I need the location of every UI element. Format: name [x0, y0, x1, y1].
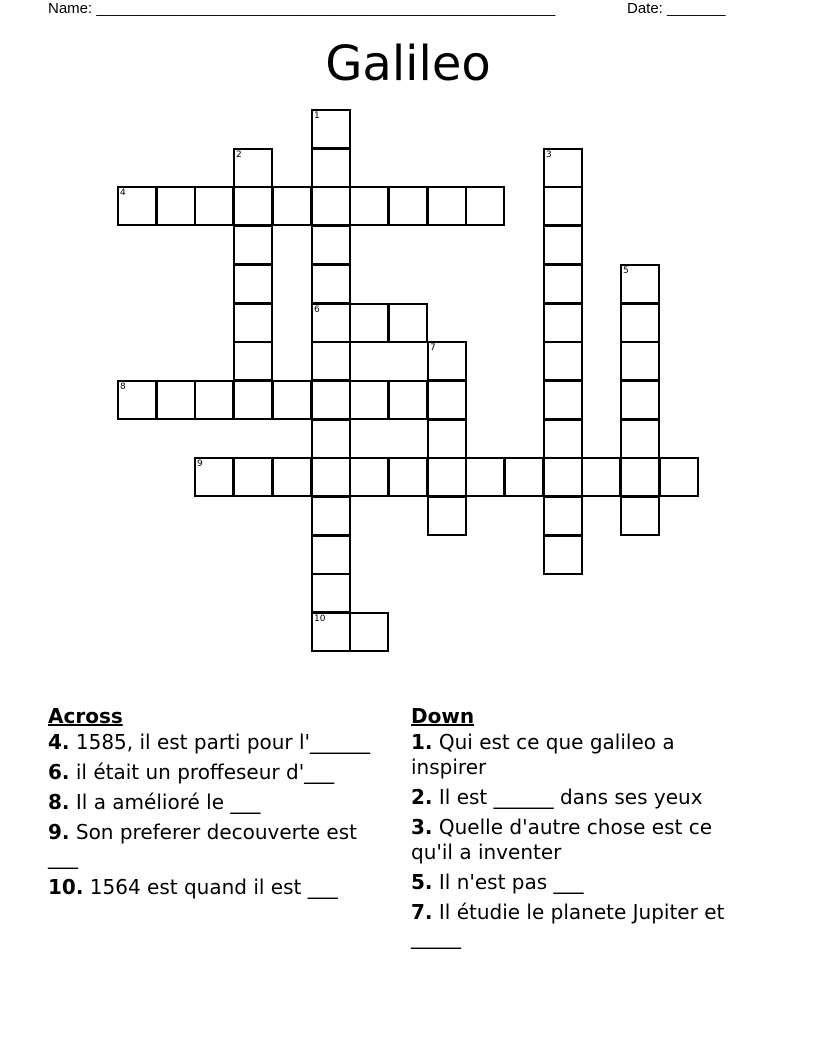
clue-number: 9.: [48, 820, 70, 844]
clue-item: [411, 900, 756, 950]
grid-cell[interactable]: [233, 148, 273, 188]
grid-cell[interactable]: [620, 303, 660, 343]
grid-cell[interactable]: [427, 341, 467, 381]
clue-item: [48, 760, 388, 785]
grid-cell[interactable]: [272, 186, 312, 226]
clue-number-label: 8: [120, 382, 126, 392]
clue-item: [48, 730, 388, 755]
grid-cell[interactable]: [543, 186, 583, 226]
grid-cell[interactable]: [311, 109, 351, 149]
clue-item: [48, 790, 388, 815]
grid-cell[interactable]: [543, 457, 583, 497]
grid-cell[interactable]: [427, 186, 467, 226]
clue-text: Il n'est pas ___: [438, 870, 584, 894]
grid-cell[interactable]: [311, 225, 351, 265]
clue-text: 1585, il est parti pour l'______: [75, 730, 371, 754]
grid-cell[interactable]: [543, 380, 583, 420]
clue-item: [411, 730, 756, 780]
grid-cell[interactable]: [311, 341, 351, 381]
grid-cell[interactable]: [659, 457, 699, 497]
clue-text: Qui est ce que galileo a inspirer: [411, 730, 675, 779]
clue-item: [48, 820, 388, 870]
grid-cell[interactable]: [543, 225, 583, 265]
grid-cell[interactable]: [233, 457, 273, 497]
grid-cell[interactable]: [311, 264, 351, 304]
clue-item: [48, 875, 388, 900]
grid-cell[interactable]: [620, 419, 660, 459]
clue-number: 6.: [48, 760, 70, 784]
clue-number-label: 9: [197, 459, 203, 469]
puzzle-title: Galileo: [325, 36, 491, 92]
clue-item: [411, 785, 756, 810]
grid-cell[interactable]: [156, 186, 196, 226]
grid-cell[interactable]: [311, 148, 351, 188]
grid-cell[interactable]: [233, 225, 273, 265]
clue-text: 1564 est quand il est ___: [89, 875, 338, 899]
grid-cell[interactable]: [156, 380, 196, 420]
clue-number-label: 2: [236, 150, 242, 160]
grid-cell[interactable]: [311, 303, 351, 343]
clue-number: 5.: [411, 870, 433, 894]
grid-cell[interactable]: [311, 612, 351, 652]
grid-cell[interactable]: [233, 186, 273, 226]
grid-cell[interactable]: [620, 380, 660, 420]
grid-cell[interactable]: [233, 303, 273, 343]
grid-cell[interactable]: [233, 264, 273, 304]
grid-cell[interactable]: [465, 186, 505, 226]
grid-cell[interactable]: [465, 457, 505, 497]
clue-number-label: 3: [546, 150, 552, 160]
clue-text: Il étudie le planete Jupiter et _____: [411, 900, 725, 949]
grid-cell[interactable]: [543, 535, 583, 575]
clue-text: il était un proffeseur d'___: [75, 760, 335, 784]
grid-cell[interactable]: [349, 303, 389, 343]
clue-number: 2.: [411, 785, 433, 809]
grid-cell[interactable]: [311, 573, 351, 613]
grid-cell[interactable]: [543, 303, 583, 343]
grid-cell[interactable]: [388, 380, 428, 420]
grid-cell[interactable]: [620, 341, 660, 381]
clue-number: 10.: [48, 875, 84, 899]
grid-cell[interactable]: [581, 457, 621, 497]
clue-item: [411, 870, 756, 895]
clue-number: 7.: [411, 900, 433, 924]
grid-cell[interactable]: [427, 457, 467, 497]
grid-cell[interactable]: [117, 380, 157, 420]
grid-cell[interactable]: [311, 419, 351, 459]
grid-cell[interactable]: [543, 496, 583, 536]
grid-cell[interactable]: [311, 380, 351, 420]
grid-cell[interactable]: [272, 380, 312, 420]
clue-text: Il est ______ dans ses yeux: [438, 785, 703, 809]
grid-cell[interactable]: [311, 186, 351, 226]
grid-cell[interactable]: [311, 535, 351, 575]
clue-number: 1.: [411, 730, 433, 754]
grid-cell[interactable]: [427, 419, 467, 459]
clue-number: 8.: [48, 790, 70, 814]
grid-cell[interactable]: [504, 457, 544, 497]
grid-cell[interactable]: [388, 457, 428, 497]
clue-item: [411, 815, 756, 865]
down-heading: Down: [411, 704, 475, 728]
grid-cell[interactable]: [543, 264, 583, 304]
date-field[interactable]: Date: _______: [627, 0, 726, 17]
grid-cell[interactable]: [620, 264, 660, 304]
grid-cell[interactable]: [194, 457, 234, 497]
down-clues: [411, 702, 756, 955]
clue-text: Il a amélioré le ___: [75, 790, 261, 814]
grid-cell[interactable]: [233, 380, 273, 420]
clue-number: 4.: [48, 730, 70, 754]
grid-cell[interactable]: [233, 341, 273, 381]
grid-cell[interactable]: [543, 341, 583, 381]
clue-number-label: 4: [120, 188, 126, 198]
name-field[interactable]: Name: _______________________________________________________: [48, 0, 556, 17]
clue-number-label: 1: [314, 111, 320, 121]
grid-cell[interactable]: [543, 148, 583, 188]
clue-text: Quelle d'autre chose est ce qu'il a inventer: [411, 815, 712, 864]
clue-text: Son preferer decouverte est ___: [48, 820, 357, 869]
grid-cell[interactable]: [117, 186, 157, 226]
grid-cell[interactable]: [194, 380, 234, 420]
grid-cell[interactable]: [388, 186, 428, 226]
grid-cell[interactable]: [620, 496, 660, 536]
grid-cell[interactable]: [349, 380, 389, 420]
grid-cell[interactable]: [272, 457, 312, 497]
grid-cell[interactable]: [427, 380, 467, 420]
clue-number-label: 10: [314, 614, 326, 624]
clue-number-label: 6: [314, 305, 320, 315]
clue-number: 3.: [411, 815, 433, 839]
grid-cell[interactable]: [349, 612, 389, 652]
grid-cell[interactable]: [194, 186, 234, 226]
grid-cell[interactable]: [427, 496, 467, 536]
across-heading: Across: [48, 704, 123, 728]
grid-cell[interactable]: [388, 303, 428, 343]
grid-cell[interactable]: [543, 419, 583, 459]
grid-cell[interactable]: [311, 496, 351, 536]
clue-number-label: 7: [430, 343, 436, 353]
across-clues: [48, 702, 388, 905]
grid-cell[interactable]: [620, 457, 660, 497]
grid-cell[interactable]: [311, 457, 351, 497]
clue-number-label: 5: [623, 266, 629, 276]
grid-cell[interactable]: [349, 186, 389, 226]
grid-cell[interactable]: [349, 457, 389, 497]
